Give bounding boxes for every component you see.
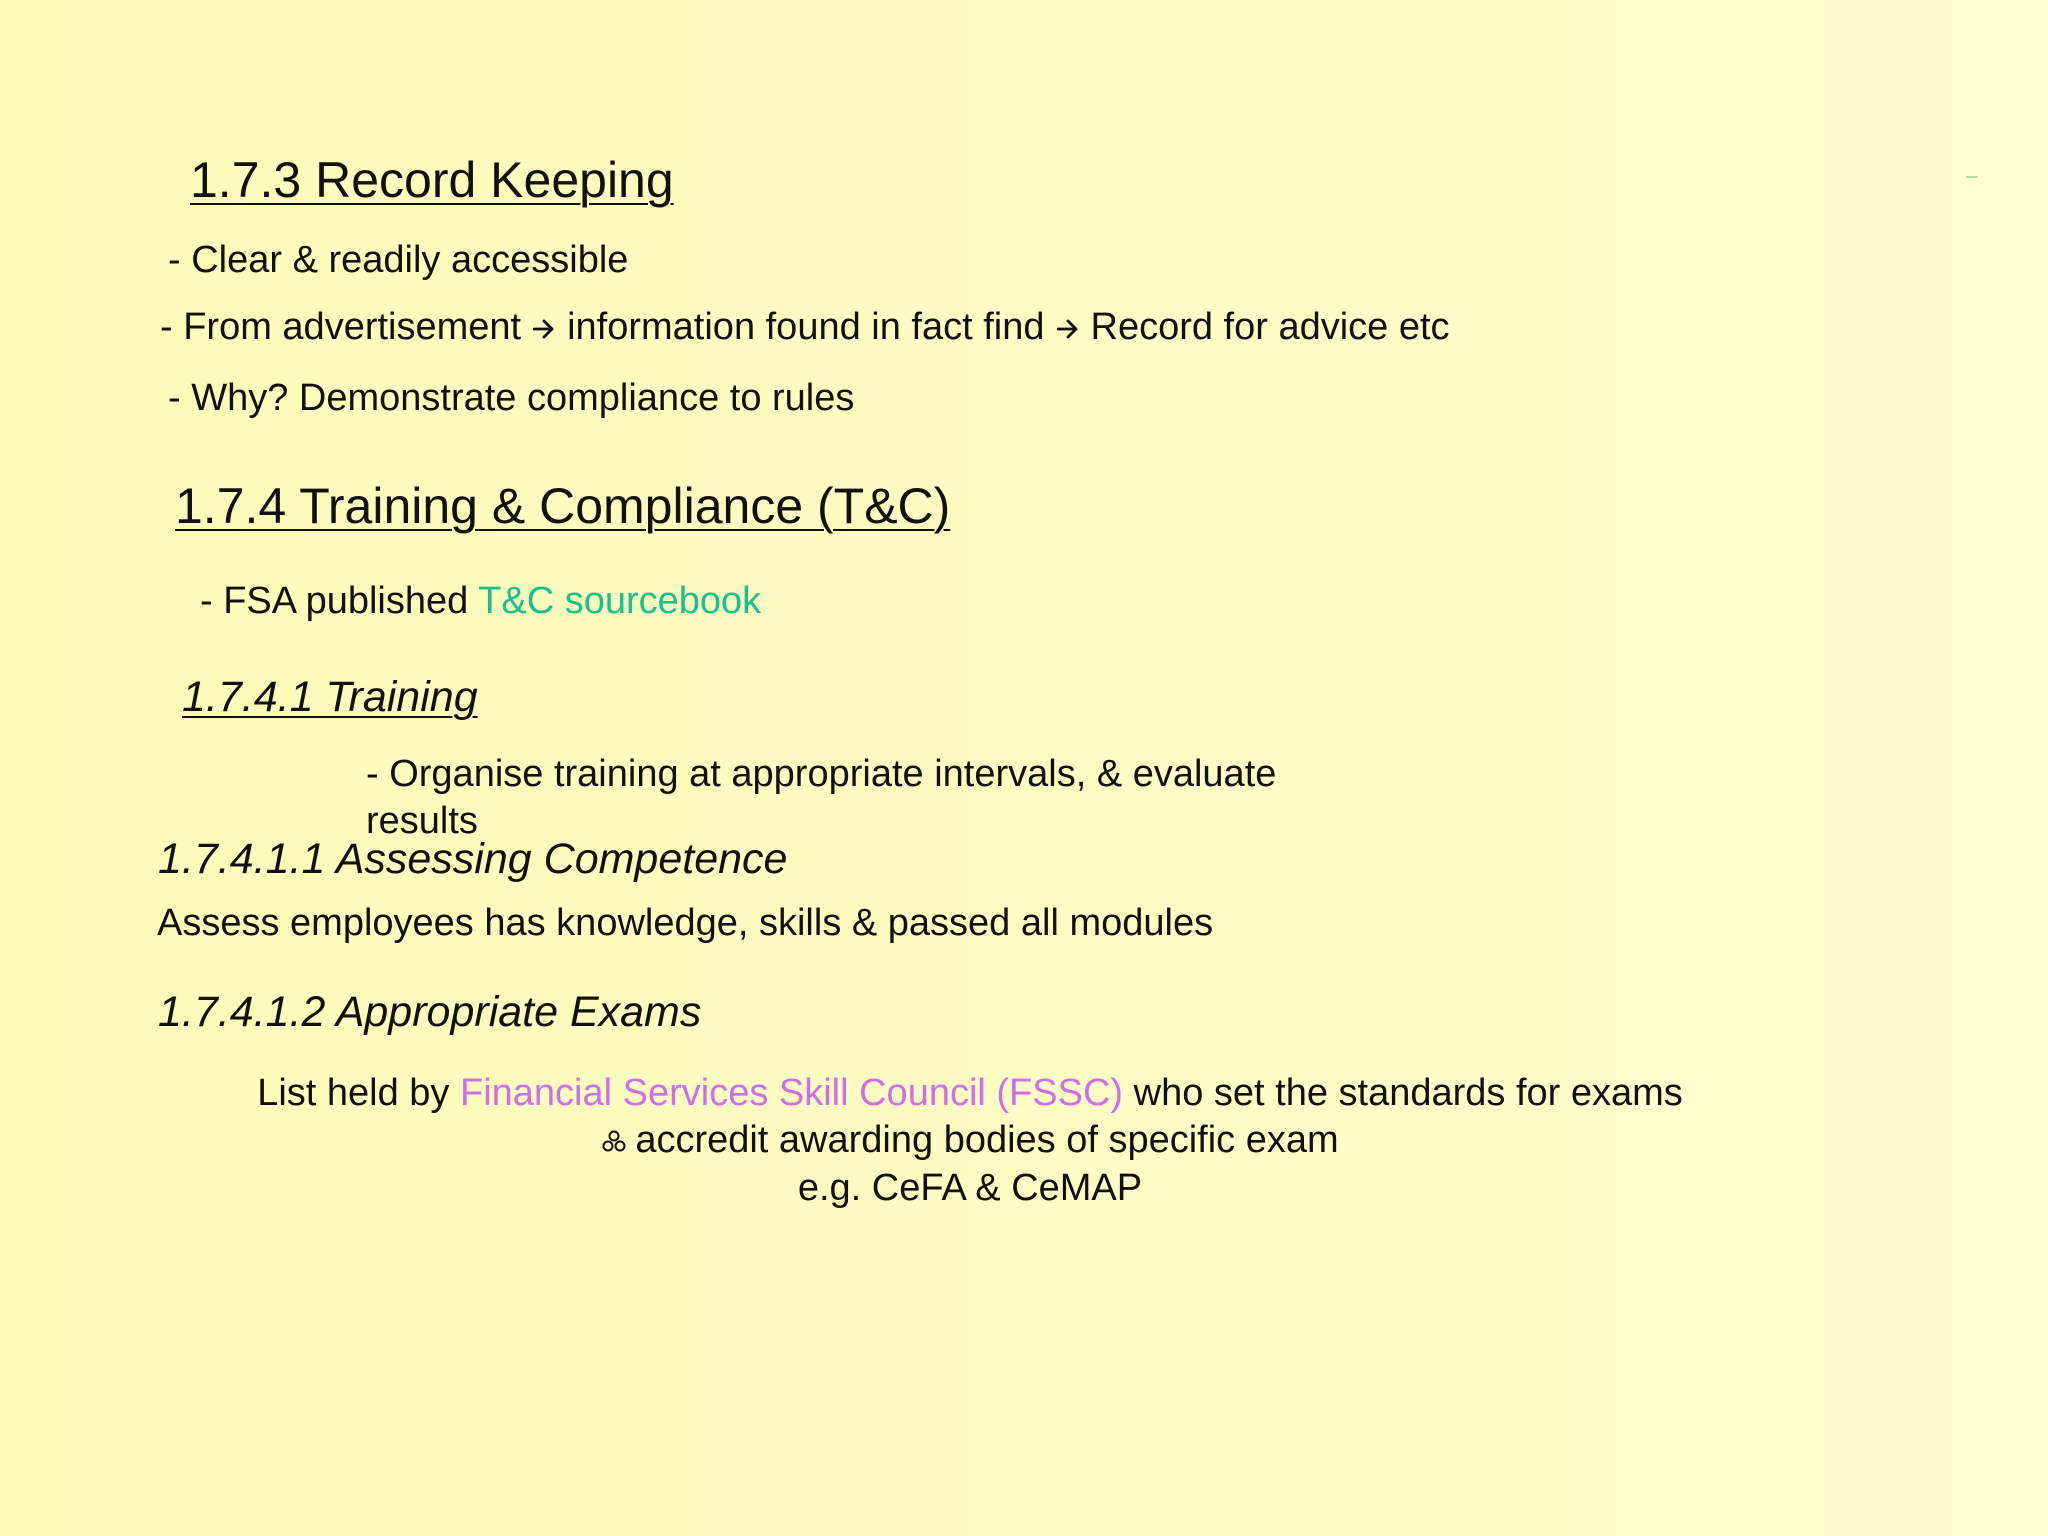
record-keeping-bullet-why: - Why? Demonstrate compliance to rules [168, 377, 855, 419]
training-bullet-line1: - Organise training at appropriate intervals, & evaluate [366, 753, 1277, 795]
exams-line-accredit [0, 1121, 1940, 1159]
exams-list-prefix: List held by [257, 1072, 460, 1114]
flow-text-fact-find: information found in fact find [567, 306, 1045, 348]
training-heading: 1.7.4.1 Training [182, 673, 478, 721]
right-arrow-icon [1057, 318, 1079, 340]
fssc-highlight: Financial Services Skill Council (FSSC) [459, 1072, 1124, 1114]
sourcebook-highlight: T&C sourcebook [478, 580, 762, 622]
accredit-text: accredit awarding bodies of specific exam [635, 1119, 1339, 1161]
exams-line-list-held [0, 1074, 1940, 1112]
record-keeping-bullet-accessible: - Clear & readily accessible [168, 239, 629, 281]
right-arrow-icon [533, 318, 555, 340]
assessing-competence-text: Assess employees has knowledge, skills & passed all modules [157, 902, 1214, 944]
assessing-competence-heading: 1.7.4.1.1 Assessing Competence [158, 835, 788, 883]
three-circles-icon [601, 1128, 627, 1154]
appropriate-exams-heading: 1.7.4.1.2 Appropriate Exams [158, 988, 702, 1036]
exams-list-suffix: who set the standards for exams [1123, 1072, 1683, 1114]
training-compliance-bullet [200, 582, 761, 620]
flow-text-advertisement: - From advertisement [160, 306, 522, 348]
record-keeping-heading: 1.7.3 Record Keeping [190, 152, 674, 208]
flow-text-record-advice: Record for advice etc [1090, 306, 1450, 348]
decorative-mark [1966, 176, 1978, 178]
training-bullet-line2: results [366, 800, 478, 842]
training-compliance-heading: 1.7.4 Training & Compliance (T&C) [175, 478, 951, 534]
sourcebook-prefix: - FSA published [200, 580, 479, 622]
record-keeping-bullet-flow [160, 308, 1450, 346]
exams-line-example: e.g. CeFA & CeMAP [797, 1167, 1143, 1209]
